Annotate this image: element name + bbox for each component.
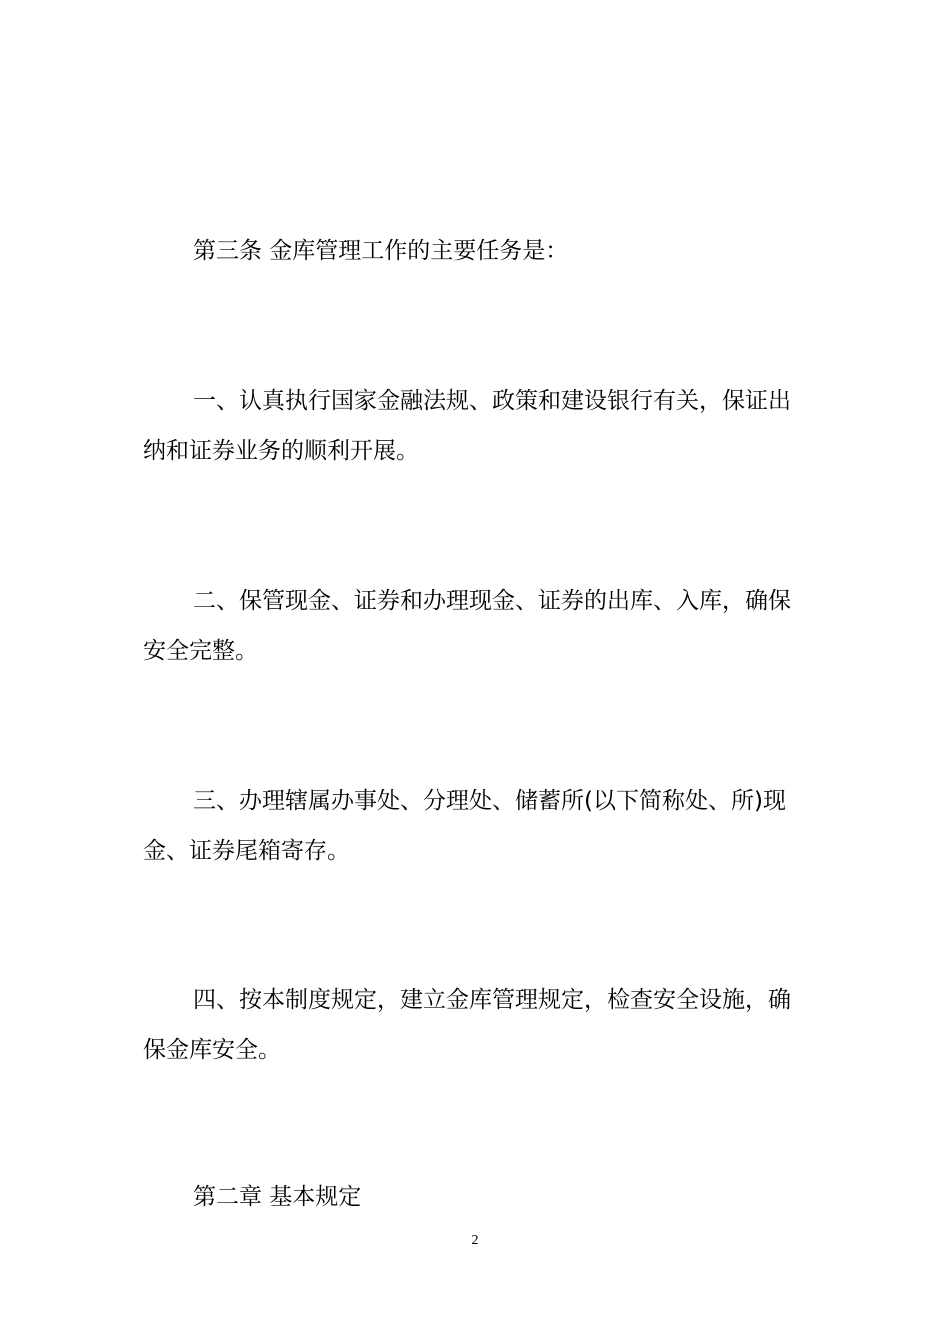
task-item-1: 一、认真执行国家金融法规、政策和建设银行有关，保证出纳和证券业务的顺利开展。 xyxy=(143,388,791,464)
task-item-4: 四、按本制度规定，建立金库管理规定，检查安全设施，确保金库安全。 xyxy=(143,987,791,1063)
page-number: 2 xyxy=(471,1233,479,1248)
chapter-heading: 第二章 基本规定 xyxy=(193,1184,362,1210)
task-item-2: 二、保管现金、证券和办理现金、证券的出库、入库，确保安全完整。 xyxy=(143,588,791,664)
task-item-3: 三、办理辖属办事处、分理处、储蓄所(以下简称处、所)现金、证券尾箱寄存。 xyxy=(143,788,786,864)
article-heading: 第三条 金库管理工作的主要任务是： xyxy=(193,238,569,264)
